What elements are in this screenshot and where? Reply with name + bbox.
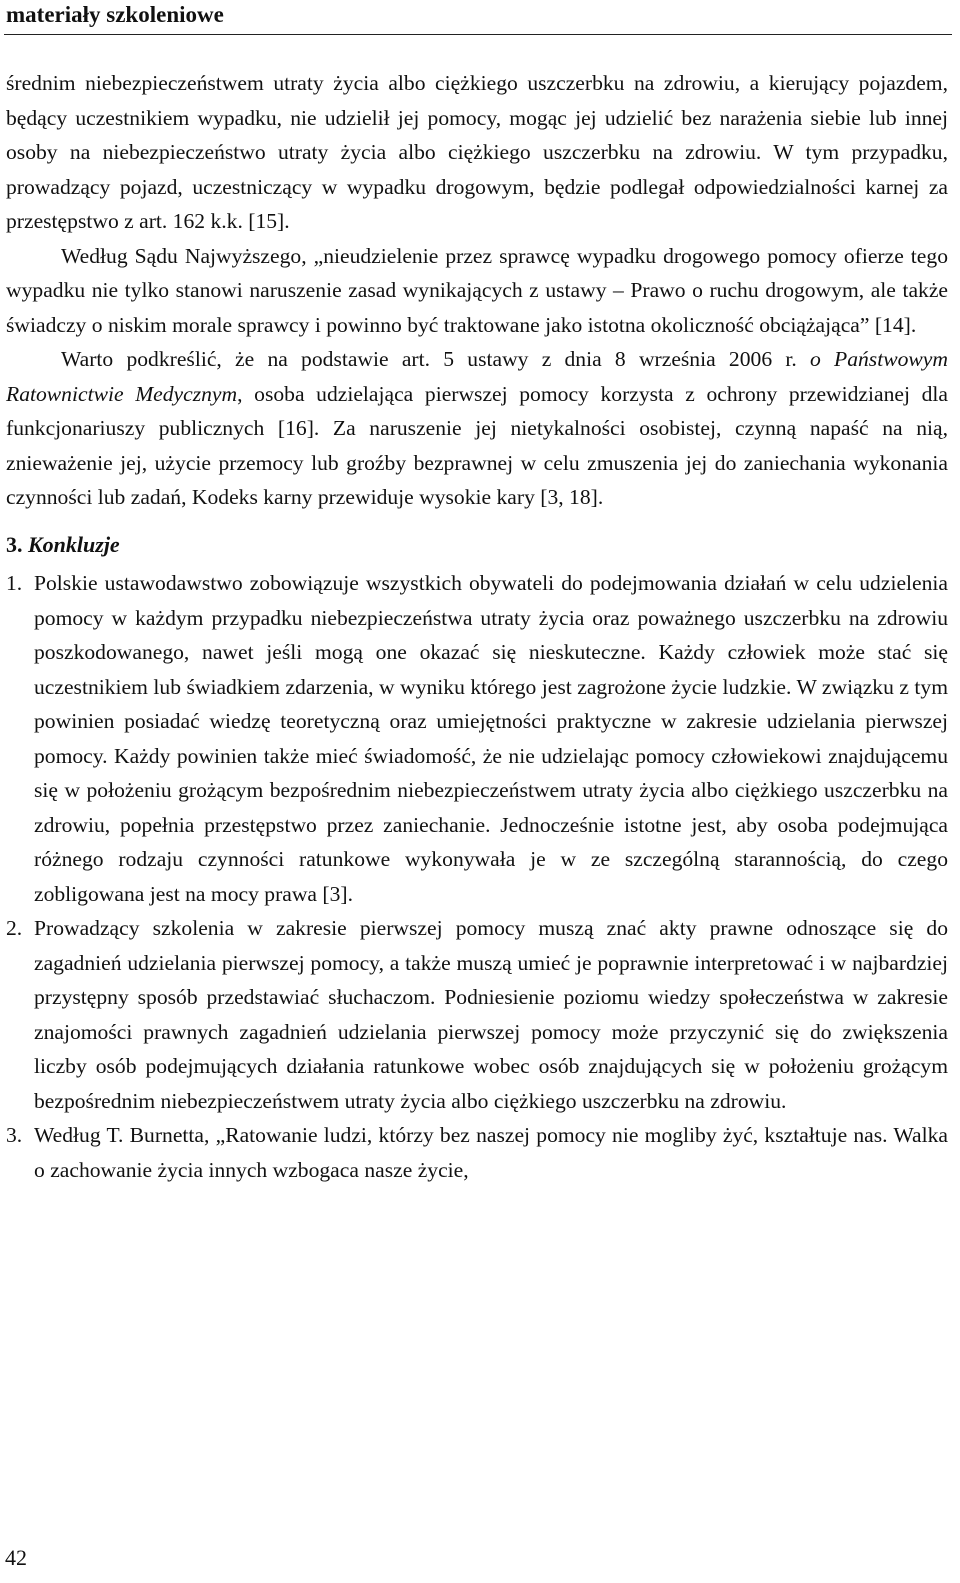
- paragraph-legal-protection: [6, 342, 948, 515]
- paragraph-legal-protection-intro: Warto podkreślić, że na podstawie art. 5 ustawy z dnia 8 września 2006 r.: [61, 347, 797, 371]
- paragraph-continuation: średnim niebezpieczeństwem utraty życia albo ciężkiego uszczerbku na zdrowiu, a kierujący pojazdem, będący uczestnikiem wypadku, nie udzielił jej pomocy, mogąc jej udzielić bez narażenia siebie lub innej osoby na niebezpieczeństwo utraty życia albo ciężkiego uszczerbku na zdrowiu. W tym przypadku, prowadzący pojazd, uczestniczący w wypadku drogowym, będzie podlegał odpowiedzialności karnej za przestępstwo z art. 162 k.k. [15].: [6, 71, 948, 233]
- header-title: materiały szkoleniowe: [6, 2, 224, 27]
- list-item: [6, 1118, 948, 1187]
- section-title: Konkluzje: [28, 531, 120, 557]
- section-heading: [6, 528, 948, 563]
- list-item-text: Prowadzący szkolenia w zakresie pierwszej pomocy muszą znać akty prawne odnoszące się do zagadnień udzielania pierwszej pomocy, a także muszą umieć je poprawnie interpretować i w najbardziej przystępny sposób przedstawiać słuchaczom. Podniesienie poziomu wiedzy społeczeństwa w zakresie znajomości prawnych zagadnień udzielania pierwszej pomocy może przyczynić się do zwiększenia liczby osób podejmujących działania ratunkowe wobec osób znajdujących się w położeniu grożącym bezpośrednim niebezpieczeństwem utraty życia albo ciężkiego uszczerbku na zdrowiu.: [34, 916, 948, 1113]
- list-item-text: Polskie ustawodawstwo zobowiązuje wszystkich obywateli do podejmowania działań w celu udzielenia pomocy w każdym przypadku niebezpieczeństwa utraty życia oraz poważnego uszczerbku na zdrowiu poszkodowanego, nawet jeśli mogą one okazać się nieskuteczne. Każdy człowiek może stać się uczestnikiem lub świadkiem zdarzenia, w wyniku którego jest zagrożone życie ludzkie. W związku z tym powinien posiadać wiedzę teoretyczną oraz umiejętności praktyczne w zakresie udzielania pierwszej pomocy. Każdy powinien także mieć świadomość, że nie udzielając pomocy człowiekowi znajdującemu się w położeniu grożącym bezpośrednim niebezpieczeństwem utraty życia albo ciężkiego uszczerbku na zdrowiu, popełnia przestępstwo przez zaniechanie. Jednocześnie istotne jest, aby osoba podejmująca różnego rodzaju czynności ratunkowe wykonywała je w ze szczególną starannością, do czego zobligowana jest na mocy prawa [3].: [34, 571, 948, 906]
- conclusions-list: [6, 566, 948, 1187]
- body-text: [6, 66, 948, 1187]
- paragraph-supreme-court-quote: Według Sądu Najwyższego, „nieudzielenie przez sprawcę wypadku drogowego pomocy ofierze tego wypadku nie tylko stanowi naruszenie zasad wynikających z ustawy – Prawo o ruchu drogowym, ale także świadczy o niskim morale sprawcy i powinno być traktowane jako istotna okoliczność obciążająca” [14].: [6, 243, 948, 337]
- page-number: 42: [5, 1545, 27, 1570]
- running-header: [4, 0, 952, 35]
- list-item: [6, 911, 948, 1118]
- list-item-number: 3.: [6, 1123, 23, 1147]
- list-item: [6, 566, 948, 911]
- list-item-number: 2.: [6, 916, 23, 940]
- list-item-text: Według T. Burnetta, „Ratowanie ludzi, którzy bez naszej pomocy nie mogliby żyć, kształtuje nas. Walka o zachowanie życia innych wzbogaca nasze życie,: [34, 1123, 948, 1182]
- list-item-number: 1.: [6, 571, 23, 595]
- paragraph-legal-protection-rest: , osoba udzielająca pierwszej pomocy korzysta z ochrony przewidzianej dla funkcjonariuszy publicznych [16]. Za naruszenie jej nietykalności osobistej, czynną napaść na nią, znieważenie jej, użycie przemocy lub groźby bezprawnej w celu zmuszenia jej do zaniechania wykonania czynności lub zadań, Kodeks karny przewiduje wysokie kary [3, 18].: [6, 381, 948, 509]
- section-number: 3.: [6, 531, 23, 557]
- act-title-italic: o Państwowym Ratownictwie Medycznym: [6, 347, 948, 406]
